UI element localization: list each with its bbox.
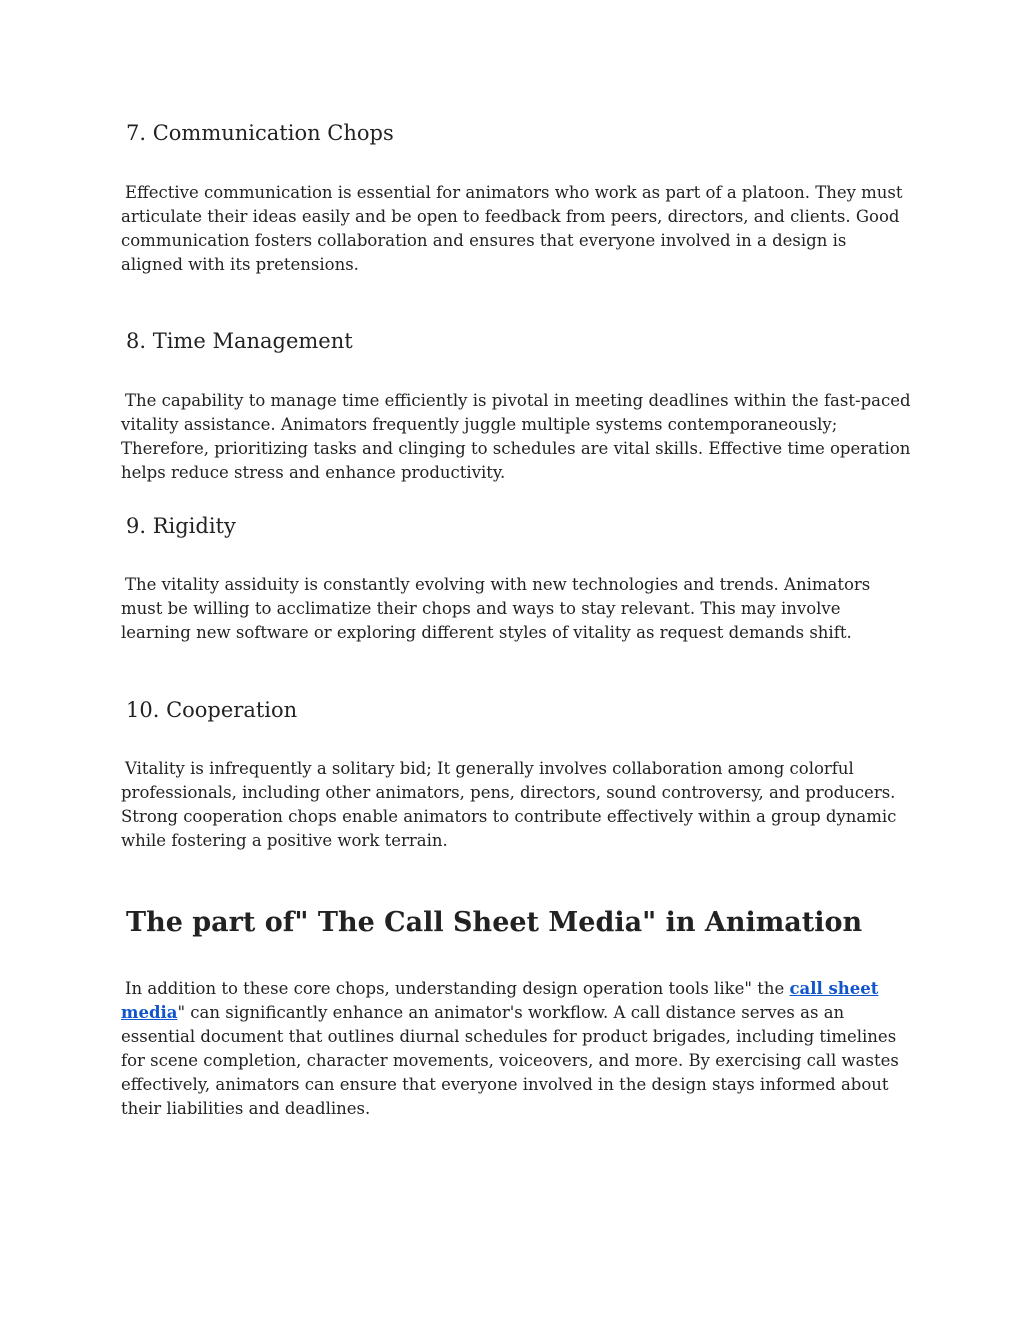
section-heading-time-management: 8. Time Management [126, 329, 353, 353]
section-body-rigidity: The vitality assiduity is constantly evolving with new technologies and trends. Animators must be willing to acclimatize their chops and ways to stay relevant. This may involve learning new software or exploring different styles of vitality as request demands shift. [121, 575, 871, 642]
section-heading-rigidity: 9. Rigidity [126, 514, 236, 538]
section-body-communication: Effective communication is essential for animators who work as part of a platoon. They must articulate their ideas easily and be open to feedback from peers, directors, and clients. Good communication fosters collaboration and ensures that everyone involved in a design is aligned with its pretensions. [121, 183, 903, 274]
section-heading-cooperation: 10. Cooperation [126, 698, 298, 722]
section-heading-communication: 7. Communication Chops [126, 121, 394, 145]
main-heading: The part of" The Call Sheet Media" in Animation [126, 907, 863, 938]
section-body-time-management: The capability to manage time efficiently is pivotal in meeting deadlines within the fast-paced vitality assistance. Animators frequently juggle multiple systems contemporaneously; Therefore, prioritizing tasks and clinging to schedules are vital skills. Effective time operation helps reduce stress and enhance productivity. [121, 391, 911, 482]
call-sheet-media-link[interactable]: call sheet media [121, 979, 879, 1022]
section-body-cooperation: Vitality is infrequently a solitary bid; It generally involves collaboration among colorful professionals, including other animators, pens, directors, sound controversy, and producers. Strong cooperation chops enable animators to contribute effectively within a group dynamic while fostering a positive work terrain. [121, 759, 897, 850]
final-paragraph-before-link: In addition to these core chops, understanding design operation tools like" the [125, 979, 790, 998]
final-paragraph [121, 977, 911, 1121]
final-paragraph-after-link: " can significantly enhance an animator's workflow. A call distance serves as an essential document that outlines diurnal schedules for product brigades, including timelines for scene completion, character movements, voiceovers, and more. By exercising call wastes effectively, animators can ensure that everyone involved in the design stays informed about their liabilities and deadlines. [121, 1003, 899, 1118]
